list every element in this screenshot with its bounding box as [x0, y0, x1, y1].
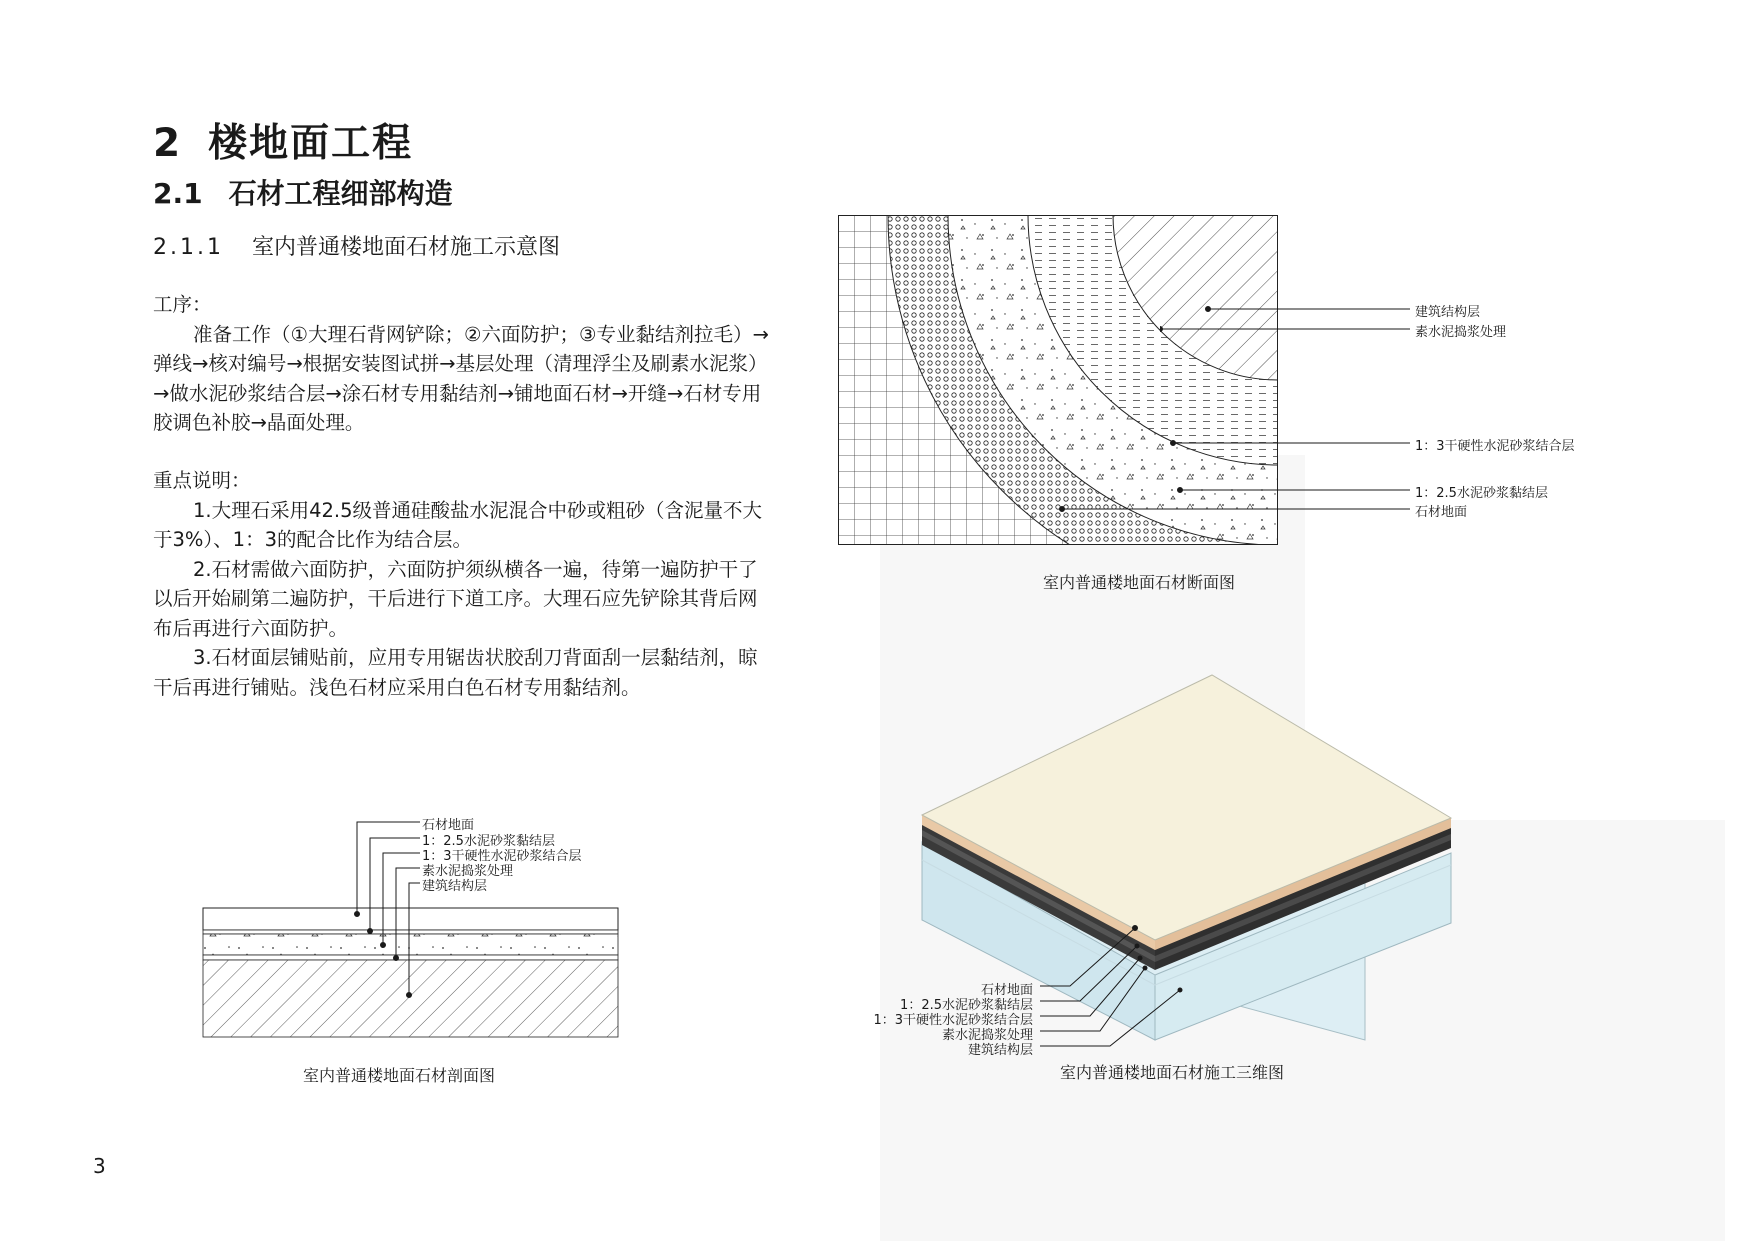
label-stone: 石材地面	[1415, 505, 1468, 520]
iso-caption: 室内普通楼地面石材施工三维图	[1060, 1063, 1285, 1082]
note-item: 3.石材面层铺贴前，应用专用锯齿状胶刮刀背面刮一层黏结剂，晾干后再进行铺贴。浅色石材应采用白色石材专用黏结剂。	[153, 646, 758, 699]
chapter-title: 2 楼地面工程	[153, 121, 414, 166]
label-dry-mortar: 1：3干硬性水泥砂浆结合层	[1415, 439, 1575, 454]
profile-caption: 室内普通楼地面石材剖面图	[303, 1066, 496, 1085]
notes-heading: 重点说明：	[153, 469, 251, 492]
note-item: 1.大理石采用42.5级普通硅酸盐水泥混合中砂或粗砂（含泥量不大于3%）、1：3的配合比作为结合层。	[153, 498, 763, 551]
profile-label-bonding: 1：2.5水泥砂浆黏结层	[422, 834, 555, 849]
profile-label-slurry: 素水泥捣浆处理	[422, 864, 514, 879]
section-caption: 室内普通楼地面石材断面图	[1043, 573, 1236, 592]
iso-label-slurry: 素水泥捣浆处理	[941, 1028, 1033, 1043]
subsection-title: 2.1.1 室内普通楼地面石材施工示意图	[153, 235, 560, 260]
iso-label-stone: 石材地面	[980, 983, 1033, 998]
profile-label-dry-mortar: 1：3干硬性水泥砂浆结合层	[422, 849, 582, 864]
iso-label-structure: 建筑结构层	[967, 1043, 1033, 1058]
profile-label-structure: 建筑结构层	[422, 879, 488, 894]
procedure-block	[153, 290, 773, 438]
label-structure: 建筑结构层	[1415, 305, 1481, 320]
section-leaders-lower	[1040, 430, 1420, 530]
iso-label-bonding: 1：2.5水泥砂浆黏结层	[900, 998, 1033, 1013]
profile-label-stone: 石材地面	[422, 818, 475, 833]
note-item: 2.石材需做六面防护，六面防护须纵横各一遍，待第一遍防护干了以后开始刷第二遍防护，干后进行下道工序。大理石应先铲除其背后网布后再进行六面防护。	[153, 557, 758, 640]
page-number: 3	[93, 1154, 106, 1178]
iso-leaders	[1030, 920, 1230, 1060]
procedure-heading: 工序：	[153, 293, 212, 316]
notes-block	[153, 466, 773, 702]
label-cement-slurry: 素水泥捣浆处理	[1415, 325, 1507, 340]
section-title: 2.1 石材工程细部构造	[153, 177, 453, 210]
label-bonding-mortar: 1：2.5水泥砂浆黏结层	[1415, 486, 1548, 501]
procedure-text: 准备工作（①大理石背网铲除；②六面防护；③专业黏结剂拉毛）→弹线→核对编号→根据安装图试拼→基层处理（清理浮尘及刷素水泥浆）→做水泥砂浆结合层→涂石材专用黏结剂→铺地面石材→开缝→石材专用胶调色补胶→晶面处理。	[153, 322, 769, 434]
iso-label-dry-mortar: 1：3干硬性水泥砂浆结合层	[873, 1013, 1033, 1028]
